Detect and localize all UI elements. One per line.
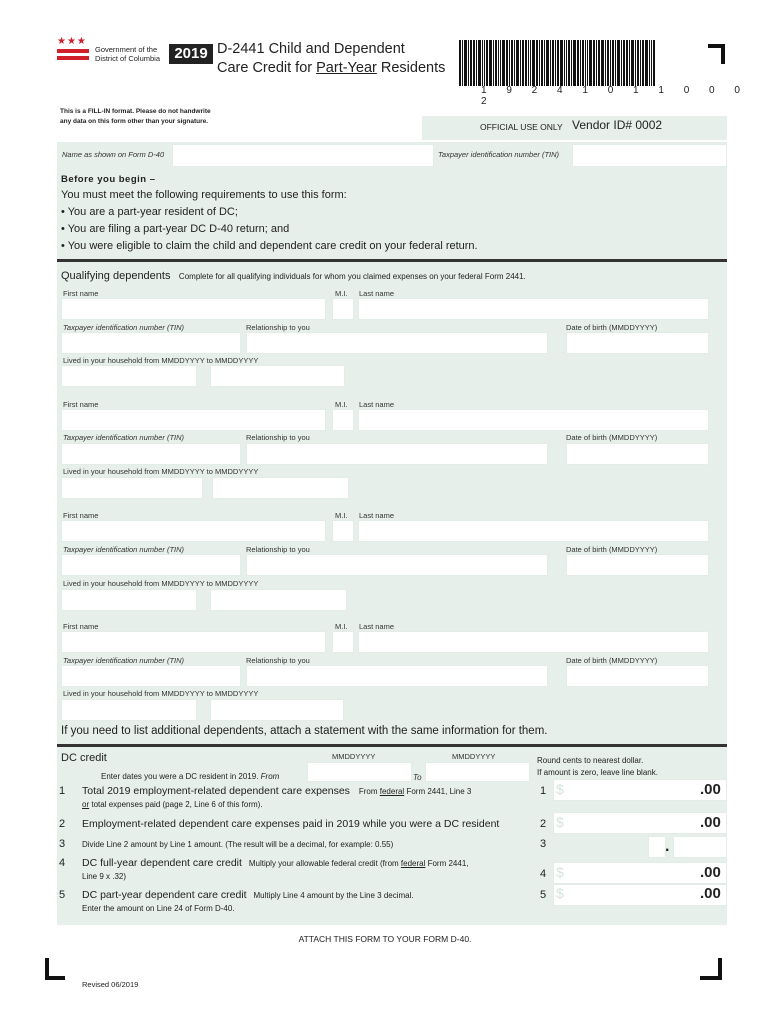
line-5-text: DC part-year dependent care credit Multiply Line 4 amount by the Line 3 decimal.: [82, 889, 414, 901]
lived-to-field[interactable]: [212, 477, 349, 499]
tin-field[interactable]: [61, 554, 241, 576]
first-name-field[interactable]: [61, 631, 326, 653]
line-4-dollar: $: [556, 864, 564, 880]
tin-field[interactable]: [61, 665, 241, 687]
mi-field[interactable]: [332, 520, 354, 542]
requirement-3: • You were eligible to claim the child and dependent care credit on your federal return.: [61, 240, 478, 252]
last-name-label: Last name: [359, 400, 395, 409]
line-5-box-number: 5: [540, 889, 547, 901]
line-1-subtext: or total expenses paid (page 2, Line 6 of this form).: [82, 800, 263, 809]
last-name-field[interactable]: [358, 631, 709, 653]
line-3-text: Divide Line 2 amount by Line 1 amount. (The result will be a decimal, for example: 0.55): [82, 840, 394, 849]
mmdd-label-to: MMDDYYYY: [452, 752, 496, 761]
lived-to-field[interactable]: [210, 365, 345, 387]
dob-field[interactable]: [566, 443, 709, 465]
year-badge: 2019: [169, 44, 213, 64]
dob-field[interactable]: [566, 332, 709, 354]
dob-field[interactable]: [566, 665, 709, 687]
first-name-label: First name: [63, 400, 99, 409]
first-name-label: First name: [63, 622, 99, 631]
line-1-number: 1: [59, 785, 66, 797]
line-4-number: 4: [59, 857, 66, 869]
relationship-label: Relationship to you: [246, 545, 310, 554]
relationship-field[interactable]: [246, 665, 548, 687]
first-name-field[interactable]: [61, 409, 326, 431]
first-name-label: First name: [63, 289, 99, 298]
line-3-decimal-right[interactable]: [673, 836, 727, 858]
line-2-number: 2: [59, 818, 66, 830]
lived-label: Lived in your household from MMDDYYYY to MMDDYYYY: [63, 689, 259, 698]
vendor-id: Vendor ID# 0002: [572, 118, 663, 132]
round-cents-note: Round cents to nearest dollar. If amount is zero, leave line blank.: [537, 756, 658, 777]
revised-date: Revised 06/2019: [82, 980, 139, 989]
line-3-box-number: 3: [540, 838, 547, 850]
requirement-2: • You are filing a part-year DC D-40 return; and: [61, 223, 290, 235]
lived-to-field[interactable]: [210, 589, 347, 611]
tin-field[interactable]: [61, 443, 241, 465]
gov-text: Government of the District of Columbia: [95, 45, 161, 63]
line-4-subtext: Line 9 x .32): [82, 872, 127, 881]
lived-from-field[interactable]: [61, 699, 197, 721]
line-2-box-number: 2: [540, 818, 547, 830]
line-2-cents: .00: [700, 814, 721, 831]
dob-label: Date of birth (MMDDYYYY): [566, 545, 658, 554]
qualifying-title: Qualifying dependents Complete for all qualifying individuals for whom you claimed expenses on your federal Form 2441.: [61, 270, 526, 282]
lived-label: Lived in your household from MMDDYYYY to MMDDYYYY: [63, 467, 259, 476]
last-name-label: Last name: [359, 622, 395, 631]
dob-label: Date of birth (MMDDYYYY): [566, 323, 658, 332]
mi-field[interactable]: [332, 631, 354, 653]
tin-label: Taxpayer identification number (TIN): [438, 150, 560, 159]
mi-label: M.I.: [335, 289, 348, 298]
corner-mark-top-right: [708, 44, 725, 64]
dob-label: Date of birth (MMDDYYYY): [566, 433, 658, 442]
relationship-label: Relationship to you: [246, 433, 310, 442]
tin-label: Taxpayer identification number (TIN): [63, 433, 185, 442]
mi-label: M.I.: [335, 622, 348, 631]
tin-field[interactable]: [61, 332, 241, 354]
line-5-dollar: $: [556, 885, 564, 901]
mmdd-label-from: MMDDYYYY: [332, 752, 376, 761]
barcode: [459, 40, 705, 86]
line-4-cents: .00: [700, 864, 721, 881]
relationship-label: Relationship to you: [246, 323, 310, 332]
line-1-text: Total 2019 employment-related dependent care expenses From federal Form 2441, Line 3: [82, 785, 472, 797]
fill-in-notice: This is a FILL-IN format. Please do not handwrite any data on this form other than your signature.: [60, 108, 211, 125]
line-5-subtext: Enter the amount on Line 24 of Form D-40.: [82, 904, 235, 913]
relationship-label: Relationship to you: [246, 656, 310, 665]
tin-label: Taxpayer identification number (TIN): [63, 656, 185, 665]
dc-credit-title: DC credit: [61, 752, 107, 764]
relationship-field[interactable]: [246, 443, 548, 465]
mi-field[interactable]: [332, 298, 354, 320]
line-5-cents: .00: [700, 885, 721, 902]
mi-label: M.I.: [335, 511, 348, 520]
dob-label: Date of birth (MMDDYYYY): [566, 656, 658, 665]
lived-from-field[interactable]: [61, 589, 197, 611]
requirement-1: • You are a part-year resident of DC;: [61, 206, 238, 218]
relationship-field[interactable]: [246, 332, 548, 354]
mi-field[interactable]: [332, 409, 354, 431]
barcode-digits: 1 9 2 4 1 0 1 1 0 0 0 2: [481, 85, 749, 107]
residency-dates-label: Enter dates you were a DC resident in 2019. From: [101, 772, 280, 781]
mi-label: M.I.: [335, 400, 348, 409]
resident-to-field[interactable]: [425, 762, 530, 782]
dob-field[interactable]: [566, 554, 709, 576]
official-use-label: OFFICIAL USE ONLY: [480, 122, 563, 132]
form-title: D-2441 Child and Dependent Care Credit for Part-Year Residents: [217, 41, 446, 76]
first-name-field[interactable]: [61, 520, 326, 542]
line-1-cents: .00: [700, 781, 721, 798]
dc-flag-logo: ★★★: [57, 37, 89, 63]
last-name-label: Last name: [359, 511, 395, 520]
attach-instruction: ATTACH THIS FORM TO YOUR FORM D-40.: [298, 934, 472, 944]
to-label: To: [413, 773, 422, 782]
name-field[interactable]: [172, 144, 434, 167]
line-3-decimal-point: .: [665, 838, 670, 855]
first-name-label: First name: [63, 511, 99, 520]
lived-label: Lived in your household from MMDDYYYY to MMDDYYYY: [63, 356, 259, 365]
tin-label: Taxpayer identification number (TIN): [63, 545, 185, 554]
tin-field[interactable]: [572, 144, 727, 167]
line-2-text: Employment-related dependent care expenses paid in 2019 while you were a DC resident: [82, 818, 500, 830]
line-4-box-number: 4: [540, 868, 547, 880]
lived-to-field[interactable]: [210, 699, 344, 721]
relationship-field[interactable]: [246, 554, 548, 576]
line-1-dollar: $: [556, 781, 564, 797]
before-intro: You must meet the following requirements to use this form:: [61, 189, 347, 201]
lived-from-field[interactable]: [61, 477, 203, 499]
lived-from-field[interactable]: [61, 365, 197, 387]
last-name-field[interactable]: [358, 409, 709, 431]
last-name-field[interactable]: [358, 298, 709, 320]
line-3-decimal-left[interactable]: [648, 836, 666, 858]
name-label: Name as shown on Form D-40: [62, 150, 165, 159]
additional-dependents-note: If you need to list additional dependents, attach a statement with the same information for them.: [61, 725, 548, 737]
last-name-label: Last name: [359, 289, 395, 298]
line-4-text: DC full-year dependent care credit Multiply your allowable federal credit (from federal Form 2441,: [82, 857, 469, 869]
lived-label: Lived in your household from MMDDYYYY to MMDDYYYY: [63, 579, 259, 588]
first-name-field[interactable]: [61, 298, 326, 320]
resident-from-field[interactable]: [307, 762, 412, 782]
line-5-number: 5: [59, 889, 66, 901]
line-2-dollar: $: [556, 814, 564, 830]
tin-label: Taxpayer identification number (TIN): [63, 323, 185, 332]
last-name-field[interactable]: [358, 520, 709, 542]
corner-mark-bottom-left: [45, 958, 65, 980]
line-3-number: 3: [59, 838, 66, 850]
line-1-box-number: 1: [540, 785, 547, 797]
corner-mark-bottom-right: [700, 958, 722, 980]
before-heading: Before you begin –: [61, 174, 156, 185]
